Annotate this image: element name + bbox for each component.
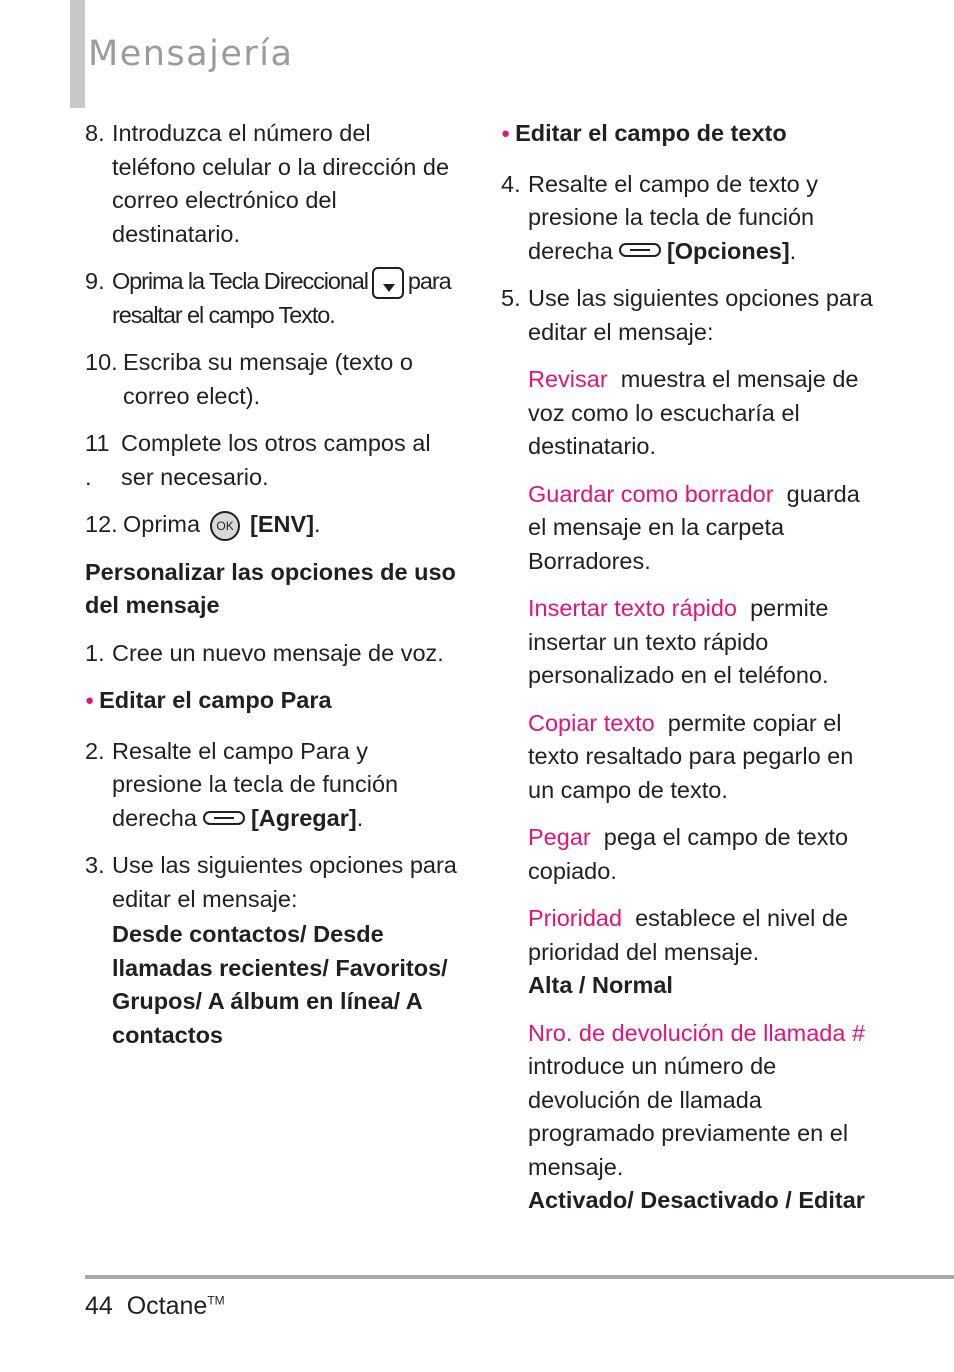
step-number: 10. [85, 349, 118, 376]
page-number: 44 [85, 1292, 113, 1320]
step-text: Introduzca el número del teléfono celular o la dirección de correo electrónico del destinatario. [112, 120, 450, 247]
page-title: Mensajería [88, 34, 294, 74]
step-text: Resalte el campo Para y presione la tecla de función derecha [112, 737, 399, 831]
bullet-label: Editar el campo Para [99, 687, 332, 714]
option-desc: pega el campo de texto copiado. [528, 824, 849, 884]
step-text: Cree un nuevo mensaje de voz. [112, 639, 444, 666]
options-list: Desde contactos/ Desde llamadas recientes/ Favoritos/ Grupos/ A álbum en línea/ A contactos [112, 921, 448, 1048]
brand-name: Octane [126, 1292, 208, 1320]
step-number: 1. [85, 639, 105, 666]
option-name: Revisar [528, 366, 608, 392]
step-number: 3. [85, 852, 105, 879]
step-9 [85, 265, 460, 332]
bullet-heading-texto [501, 117, 881, 154]
step-10 [85, 346, 460, 413]
option-guardar [501, 478, 881, 579]
bullet-label: Editar el campo de texto [515, 120, 787, 146]
step-text: Resalte el campo de texto y presione la tecla de función derecha [528, 170, 818, 264]
left-column [85, 117, 460, 1066]
option-desc: permite copiar el texto resaltado para pegarlo en un campo de texto. [528, 709, 854, 803]
footer [85, 1292, 225, 1321]
punctuation: . [356, 804, 364, 831]
option-desc: establece el nivel de prioridad del mensaje. [528, 905, 849, 965]
step-number: 12. [85, 511, 118, 538]
right-column [501, 117, 881, 1232]
key-label: [Agregar] [250, 804, 357, 831]
section-heading: Personalizar las opciones de uso del mensaje [85, 558, 456, 619]
option-revisar [501, 363, 881, 464]
option-copiar [501, 707, 881, 808]
option-desc: guarda el mensaje en la carpeta Borradores. [528, 480, 860, 574]
option-name: Guardar como borrador [528, 480, 774, 507]
ok-button-icon: OK [210, 511, 240, 541]
step-number: 4. [501, 170, 521, 197]
step-4 [501, 168, 881, 269]
step-2 [85, 735, 460, 836]
option-values: Alta / Normal [528, 972, 673, 998]
step-number: 11 . [85, 430, 110, 490]
step-text: Complete los otros campos al ser necesario. [121, 430, 431, 490]
step-12 [85, 508, 460, 542]
step-number: 2. [85, 737, 105, 764]
step-1 [85, 637, 460, 671]
punctuation: . [789, 237, 797, 264]
bullet-icon: ● [85, 692, 95, 710]
option-name: Insertar texto rápido [528, 595, 737, 621]
step-number: 9. [85, 268, 105, 294]
option-values: Activado/ Desactivado / Editar [528, 1187, 865, 1213]
step-8 [85, 117, 460, 251]
right-soft-key-icon [203, 811, 245, 825]
option-name: Nro. de devolución de llamada # [528, 1019, 866, 1046]
option-prioridad [501, 902, 881, 1003]
option-pegar [501, 821, 881, 888]
key-label: [ENV] [250, 511, 315, 538]
punctuation: . [314, 511, 321, 538]
step-text: Oprima [123, 511, 201, 538]
step-3 [85, 849, 460, 1052]
step-text: Use las siguientes opciones para editar el mensaje: [528, 285, 873, 345]
step-text: Escriba su mensaje (texto o correo elect). [123, 349, 413, 409]
option-devolucion [501, 1017, 881, 1218]
step-text: Oprima la Tecla Direccional [112, 268, 368, 294]
option-desc: introduce un número de devolución de llamada programado previamente en el mensaje. [528, 1053, 849, 1180]
bullet-icon: ● [501, 125, 511, 142]
step-text-continued: para resaltar el campo Texto. [112, 268, 451, 328]
step-5 [501, 282, 881, 349]
option-desc: muestra el mensaje de voz como lo escucharía el destinatario. [528, 366, 859, 459]
option-desc: permite insertar un texto rápido personalizado en el teléfono. [528, 595, 829, 688]
nav-key-down-icon [372, 267, 404, 299]
step-text: Use las siguientes opciones para editar el mensaje: [112, 852, 457, 912]
step-11 [85, 427, 460, 494]
option-name: Prioridad [528, 905, 623, 931]
footer-divider [85, 1275, 954, 1279]
title-accent-bar [70, 0, 85, 108]
step-number: 8. [85, 120, 105, 146]
option-insertar [501, 592, 881, 693]
bullet-heading-para [85, 684, 460, 721]
key-label: [Opciones] [666, 237, 790, 264]
right-soft-key-icon [619, 243, 661, 257]
trademark: TM [207, 1293, 225, 1308]
option-name: Copiar texto [528, 709, 655, 736]
option-name: Pegar [528, 824, 591, 850]
step-number: 5. [501, 285, 521, 311]
